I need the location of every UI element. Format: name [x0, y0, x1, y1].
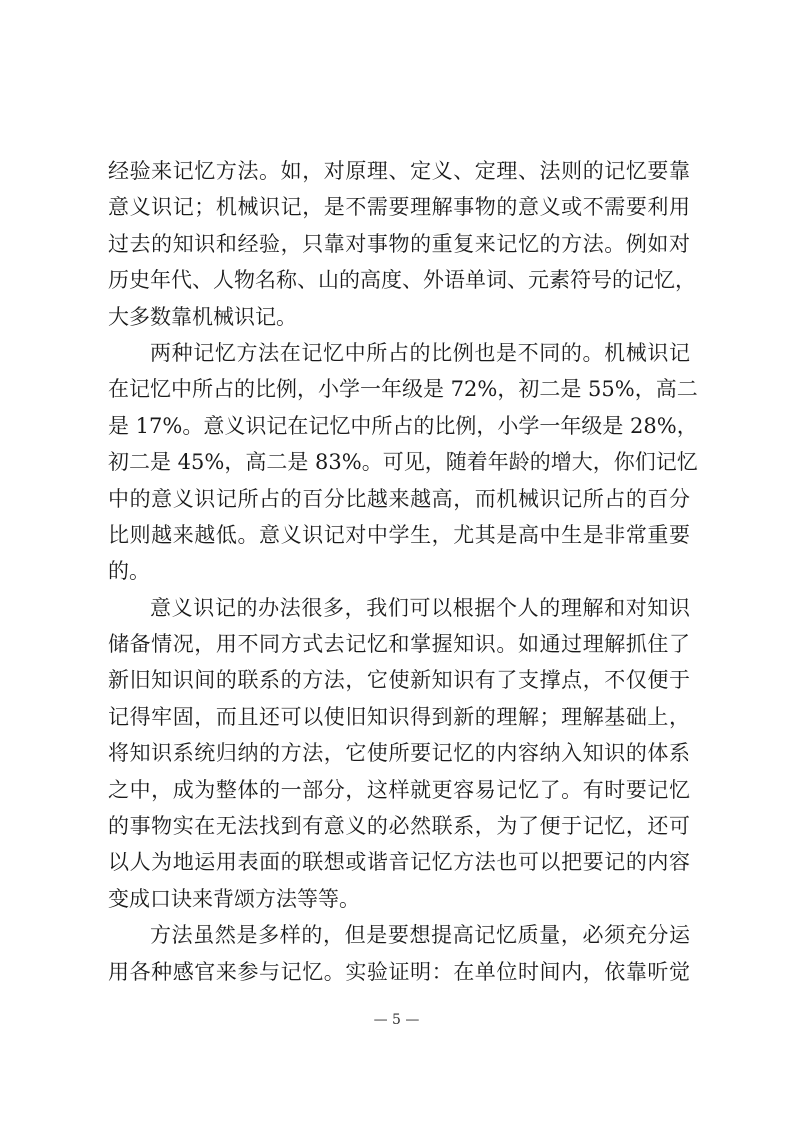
text-line: 新旧知识间的联系的方法，它使新知识有了支撑点，不仅便于 [108, 668, 690, 693]
text-line: 是 17%。意义识记在记忆中所占的比例，小学一年级是 28%， [108, 413, 698, 438]
paragraph-first-line: 两种记忆方法在记忆中所占的比例也是不同的。机械识记 [150, 340, 690, 365]
text-line: 记得牢固，而且还可以使旧知识得到新的理解；理解基础上， [108, 704, 690, 729]
body-text [108, 153, 698, 990]
text-line: 将知识系统归纳的方法，它使所要记忆的内容纳入知识的体系 [108, 741, 690, 766]
text-line: 大多数靠机械识记。 [108, 304, 297, 329]
text-line: 在记忆中所占的比例，小学一年级是 72%，初二是 55%，高二 [108, 377, 698, 402]
text-line: 储备情况，用不同方式去记忆和掌握知识。如通过理解抓住了 [108, 632, 690, 657]
text-line: 历史年代、人物名称、山的高度、外语单词、元素符号的记忆， [108, 268, 696, 293]
paragraph-first-line: 意义识记的办法很多，我们可以根据个人的理解和对知识 [150, 595, 690, 620]
text-line: 过去的知识和经验，只靠对事物的重复来记忆的方法。例如对 [108, 231, 690, 256]
text-line: 之中，成为整体的一部分，这样就更容易记忆了。有时要记忆 [108, 777, 690, 802]
text-line: 的事物实在无法找到有意义的必然联系，为了便于记忆，还可 [108, 814, 690, 839]
text-line: 的。 [108, 559, 150, 584]
text-line: 以人为地运用表面的联想或谐音记忆方法也可以把要记的内容 [108, 850, 690, 875]
text-line: 用各种感官来参与记忆。实验证明：在单位时间内，依靠听觉 [108, 959, 690, 984]
text-line: 经验来记忆方法。如，对原理、定义、定理、法则的记忆要靠 [108, 159, 690, 183]
text-line: 比则越来越低。意义识记对中学生，尤其是高中生是非常重要 [108, 522, 690, 547]
page-number: — 5 — [373, 1012, 420, 1028]
text-line: 中的意义识记所占的百分比越来越高，而机械识记所占的百分 [108, 486, 690, 511]
text-line: 意义识记；机械识记，是不需要理解事物的意义或不需要利用 [108, 195, 690, 220]
text-line: 变成口诀来背颂方法等等。 [108, 886, 360, 911]
text-line: 初二是 45%，高二是 83%。可见，随着年龄的增大，你们记忆 [108, 450, 698, 475]
paragraph-first-line: 方法虽然是多样的，但是要想提高记忆质量，必须充分运 [150, 923, 690, 948]
